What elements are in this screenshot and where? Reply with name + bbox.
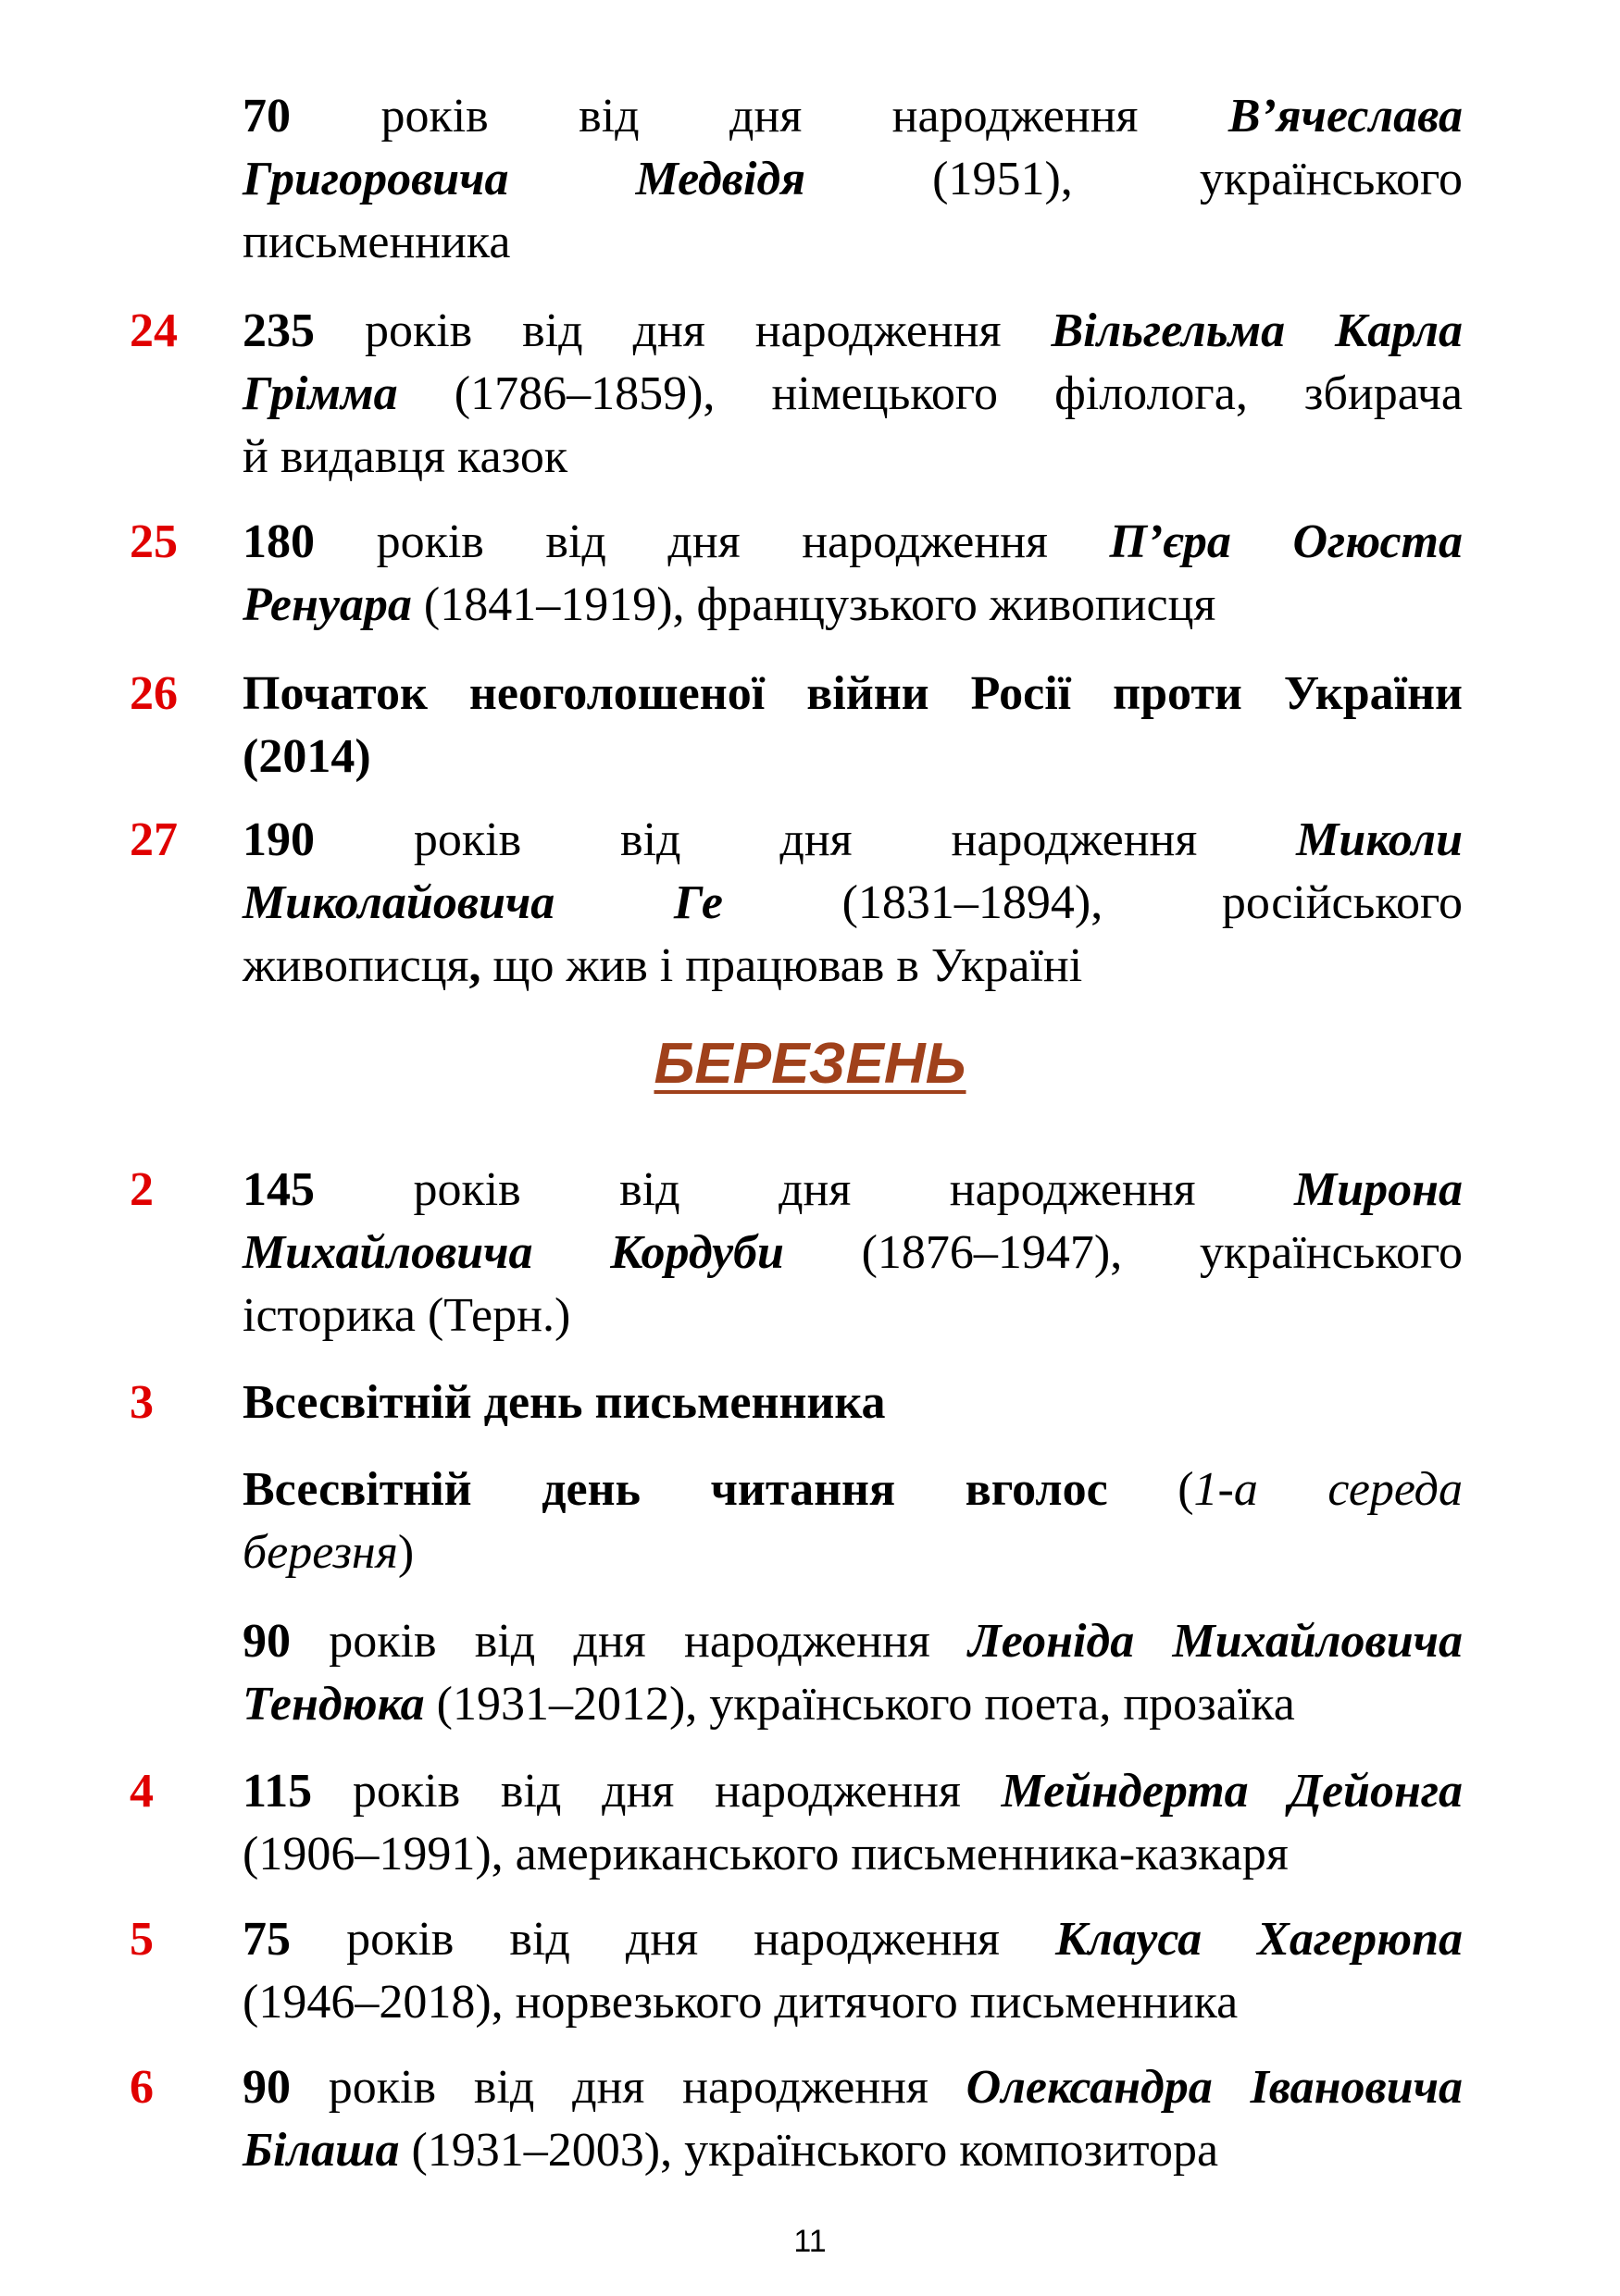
entry-line	[243, 935, 1463, 998]
anniversary-years: 90	[243, 2061, 291, 2114]
entry-text	[243, 1159, 1463, 1347]
entry-segment: років від дня народження	[291, 2061, 966, 2114]
entry-text	[243, 2056, 1463, 2182]
entry-text	[243, 511, 1463, 637]
entry-segment: років від дня народження	[291, 90, 1228, 143]
anniversary-years: 115	[243, 1765, 313, 1818]
entry-segment: років від дня народження	[315, 304, 1052, 357]
person-name: Миколи	[1296, 813, 1463, 866]
entry-line	[243, 2119, 1463, 2182]
entry-segment: років від дня народження	[291, 1913, 1056, 1966]
entry-segment: (	[1107, 1463, 1194, 1516]
entry-text	[243, 809, 1463, 998]
entry-segment: (1946–2018), норвезького дитячого письменника	[243, 1976, 1239, 2029]
entry-line	[243, 2056, 1463, 2119]
entry-segment: письменника	[243, 216, 511, 268]
entry-line	[243, 726, 1463, 788]
entry-segment: ,	[468, 939, 481, 992]
entry-segment: (1951), українського	[805, 153, 1463, 205]
entry-line	[243, 1908, 1463, 1971]
anniversary-years: 70	[243, 90, 291, 143]
entry-segment: )	[397, 1526, 415, 1579]
entry-line	[243, 1971, 1463, 2034]
entry-day: 25	[130, 515, 178, 568]
person-name: Олександра Івановича	[966, 2061, 1463, 2114]
entry-segment: (1841–1919), французького живописця	[411, 578, 1216, 631]
anniversary-years: 180	[243, 515, 315, 568]
entry-segment: років від дня народження	[312, 1765, 1002, 1818]
person-name: Клауса Хагерюпа	[1055, 1913, 1464, 1966]
entry-day: 6	[130, 2061, 154, 2114]
entry-line	[243, 1610, 1463, 1673]
entry-segment: років від дня народження	[315, 515, 1110, 568]
entry-segment: Всесвітній день письменника	[243, 1376, 886, 1429]
entry-text	[243, 300, 1463, 489]
entry-segment: (1876–1947), українського	[783, 1226, 1463, 1279]
month-heading: БЕРЕЗЕНЬ	[654, 1032, 966, 1096]
entry-segment: (1786–1859), німецького філолога, збирача	[397, 367, 1463, 420]
person-name: В’ячеслава	[1227, 90, 1463, 143]
anniversary-years: 90	[243, 1615, 291, 1668]
anniversary-years: 145	[243, 1163, 315, 1216]
entry-segment: березня	[243, 1526, 398, 1579]
entry-segment: що жив і працював в Україні	[480, 939, 1083, 992]
entry-text	[243, 85, 1463, 274]
entry-text	[243, 1908, 1463, 2034]
entry-text	[243, 1610, 1463, 1736]
entry-segment: Всесвітній день читання вголос	[243, 1463, 1108, 1516]
anniversary-years: 235	[243, 304, 315, 357]
entry-segment: (1931–2003), українського композитора	[399, 2124, 1219, 2177]
anniversary-years: 190	[243, 813, 315, 866]
person-name: Вільгельма Карла	[1051, 304, 1464, 357]
entry-line	[243, 1159, 1463, 1222]
entry-line	[243, 148, 1463, 211]
entry-line	[243, 1760, 1463, 1823]
person-name: Мирона	[1293, 1163, 1463, 1216]
entry-day: 4	[130, 1765, 154, 1818]
entry-segment: років від дня народження	[315, 813, 1297, 866]
entry-line	[243, 211, 1463, 274]
entry-line	[243, 872, 1463, 935]
entry-line	[243, 85, 1463, 148]
entry-line	[243, 1222, 1463, 1285]
person-name: Леоніда Михайловича	[968, 1615, 1463, 1668]
person-name: Білаша	[243, 2124, 400, 2177]
entry-segment: (1831–1894), російського	[722, 876, 1463, 929]
entry-line	[243, 1285, 1463, 1347]
entry-line	[243, 1458, 1463, 1521]
entry-line	[243, 363, 1463, 426]
entry-line	[243, 1673, 1463, 1736]
anniversary-years: 75	[243, 1913, 291, 1966]
person-name: Миколайовича Ге	[243, 876, 723, 929]
entry-day: 27	[130, 813, 178, 866]
person-name: Григоровича Медвідя	[243, 153, 806, 205]
entry-line	[243, 809, 1463, 872]
entry-segment: років від дня народження	[315, 1163, 1294, 1216]
person-name: Грімма	[243, 367, 398, 420]
entry-line	[243, 511, 1463, 574]
entry-text	[243, 1458, 1463, 1584]
person-name: Мейндерта Дейонга	[1001, 1765, 1464, 1818]
entry-segment: 1-а середа	[1193, 1463, 1463, 1516]
entry-line	[243, 1521, 1463, 1584]
entry-line	[243, 1371, 1463, 1434]
person-name: Ренуара	[243, 578, 412, 631]
entry-segment: років від дня народження	[291, 1615, 969, 1668]
page-number: 11	[793, 2224, 827, 2259]
person-name: Тендюка	[243, 1678, 425, 1731]
entry-line	[243, 426, 1463, 489]
entry-segment: й видавця казок	[243, 430, 568, 483]
entry-segment: Початок неоголошеної війни Росії проти України	[243, 667, 1463, 720]
entry-segment: історика (Терн.)	[243, 1289, 571, 1342]
person-name: Михайловича Кордуби	[243, 1226, 784, 1279]
entry-line	[243, 1823, 1463, 1886]
entry-text	[243, 1371, 1463, 1434]
entry-day: 5	[130, 1913, 154, 1966]
entry-segment: (1931–2012), українського поета, прозаїка	[424, 1678, 1295, 1731]
entry-line	[243, 300, 1463, 363]
entry-line	[243, 574, 1463, 637]
entry-segment: (1906–1991), американського письменника-казкаря	[243, 1828, 1289, 1880]
entry-text	[243, 663, 1463, 788]
entry-day: 3	[130, 1376, 154, 1429]
entry-day: 24	[130, 304, 178, 357]
person-name: П’єра Огюста	[1109, 515, 1463, 568]
entry-day: 2	[130, 1163, 154, 1216]
entry-day: 26	[130, 667, 178, 720]
entry-text	[243, 1760, 1463, 1886]
entry-segment: живописця	[243, 939, 469, 992]
entry-segment: (2014)	[243, 730, 371, 783]
entry-line	[243, 663, 1463, 726]
